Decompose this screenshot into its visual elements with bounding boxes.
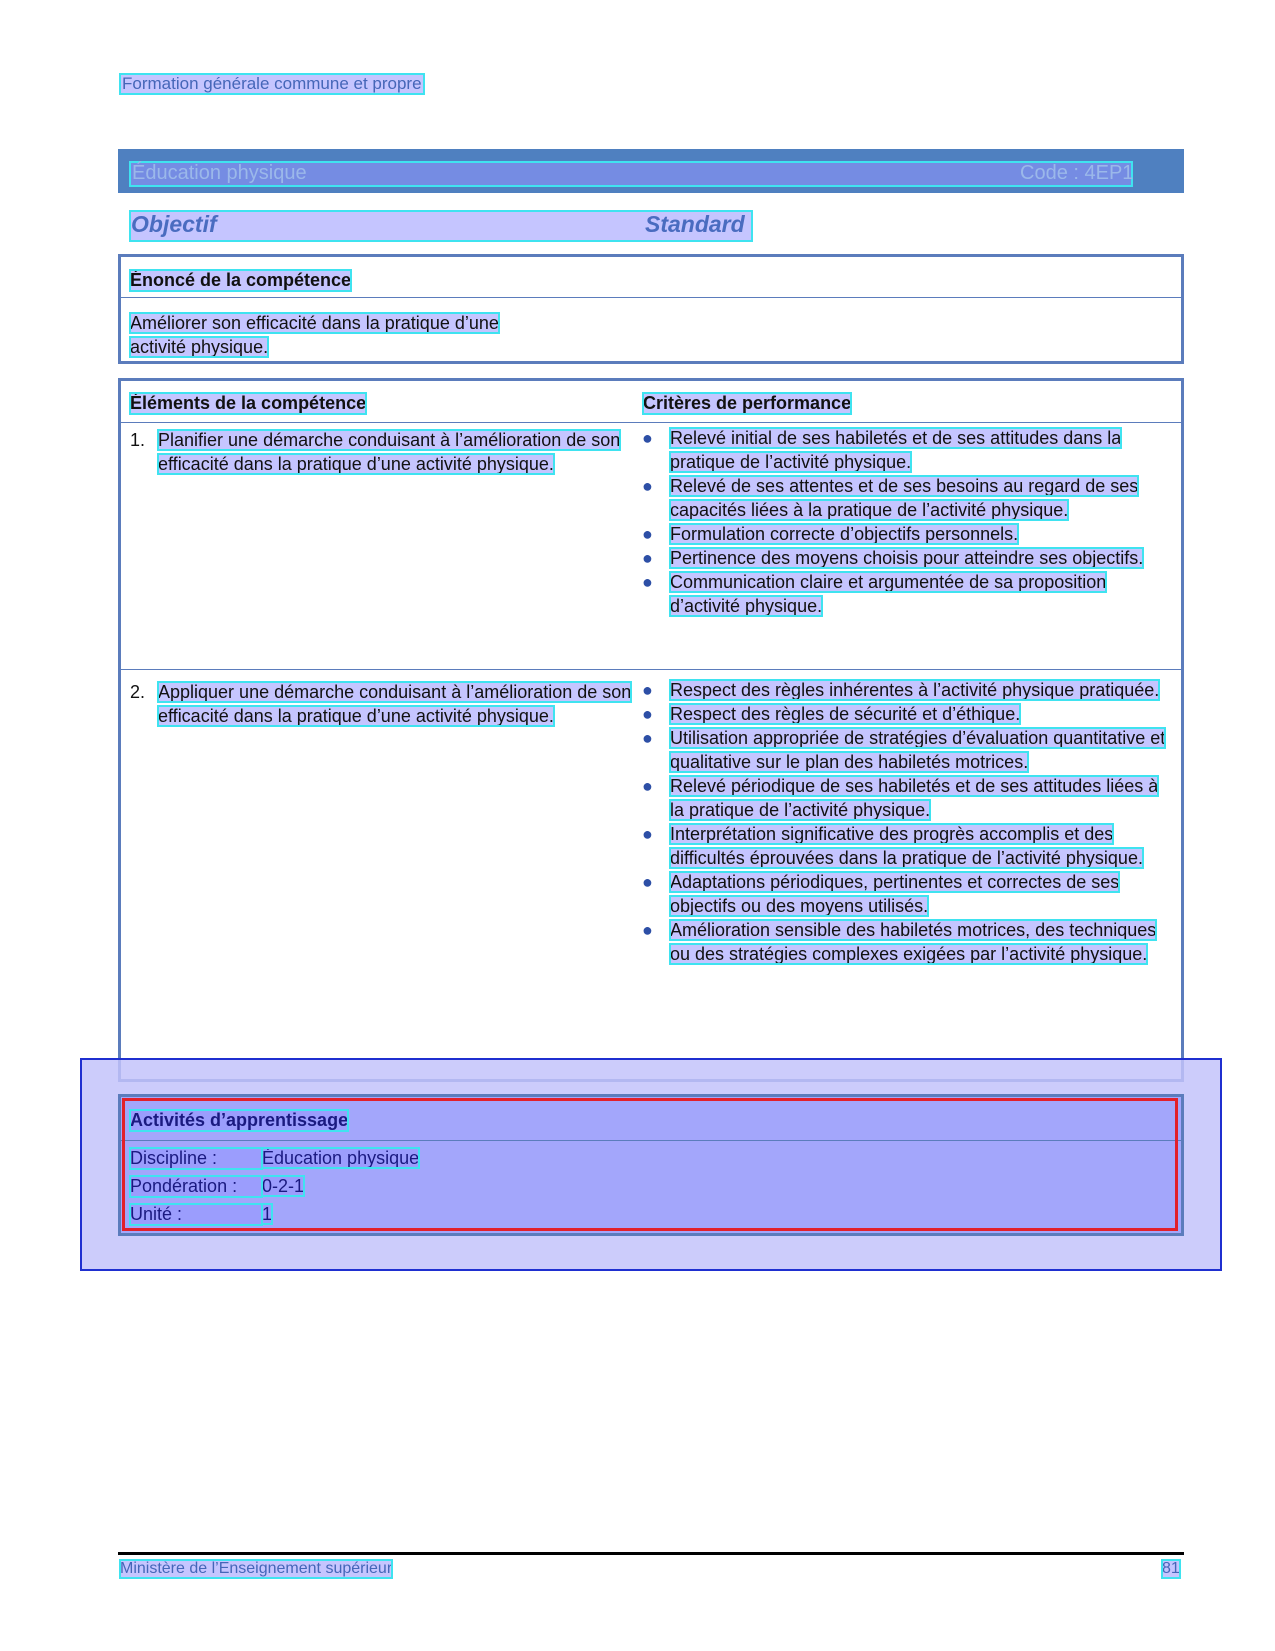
course-title: Éducation physique — [132, 162, 307, 184]
criterion-2-4: ● Relevé périodique de ses habiletés et de ses attitudes liées à la pratique de l’activité physique. — [642, 776, 1159, 820]
criterion-2-2: ● Respect des règles de sécurité et d’éthique. — [642, 704, 1021, 724]
element-1-text: Planifier une démarche conduisant à l’amélioration de son efficacité dans la pratique d’une activité physique. — [158, 430, 621, 474]
footer-rule — [118, 1552, 1184, 1555]
course-code: Code : 4EP1 — [1020, 162, 1134, 184]
running-header: Formation générale commune et propre — [122, 74, 422, 93]
objective-label: Objectif — [131, 211, 217, 237]
discipline-label: Discipline : — [130, 1148, 262, 1169]
criterion-2-6: ● Adaptations périodiques, pertinentes et correctes de ses objectifs ou des moyens utilisés. — [642, 872, 1120, 916]
unite-row — [130, 1204, 272, 1225]
criteria-heading: Critères de performance — [643, 393, 852, 413]
criterion-2-5: ● Interprétation significative des progrès accomplis et des difficultés éprouvées dans la pratique de l’activité physique. — [642, 824, 1143, 868]
footer-page-number: 81 — [1162, 1560, 1180, 1577]
bullet-icon: ● — [642, 572, 653, 592]
bullet-icon: ● — [642, 824, 653, 844]
criterion-2-3: ● Utilisation appropriée de stratégies d’évaluation quantitative et qualitative sur le plan des habiletés motrices. — [642, 728, 1166, 772]
element-2-number: 2. — [130, 682, 146, 702]
enonce-text: Améliorer son efficacité dans la pratique d’une activité physique. — [130, 313, 499, 357]
criteria-list-1 — [640, 426, 1170, 618]
bullet-icon: ● — [642, 704, 653, 724]
enonce-divider — [120, 297, 1182, 298]
ponderation-label: Pondération : — [130, 1176, 262, 1197]
unite-label: Unité : — [130, 1204, 262, 1225]
criterion-1-5: ● Communication claire et argumentée de sa proposition d’activité physique. — [642, 572, 1107, 616]
footer-ministry: Ministère de l’Enseignement supérieur — [120, 1560, 393, 1577]
criterion-1-1: ● Relevé initial de ses habiletés et de ses attitudes dans la pratique de l’activité physique. — [642, 428, 1122, 472]
discipline-row — [130, 1148, 419, 1169]
bullet-icon: ● — [642, 548, 653, 568]
criterion-1-4: ● Pertinence des moyens choisis pour atteindre ses objectifs. — [642, 548, 1144, 568]
element-2-text: Appliquer une démarche conduisant à l’amélioration de son efficacité dans la pratique d’une activité physique. — [158, 682, 632, 726]
bullet-icon: ● — [642, 776, 653, 796]
elements-heading: Éléments de la compétence — [130, 393, 367, 413]
activities-heading: Activités d’apprentissage — [130, 1110, 349, 1130]
bullet-icon: ● — [642, 428, 653, 448]
bullet-icon: ● — [642, 476, 653, 496]
elements-row-divider — [120, 669, 1182, 670]
bullet-icon: ● — [642, 680, 653, 700]
elements-header-divider — [120, 422, 1182, 423]
discipline-value: Éducation physique — [262, 1148, 420, 1168]
unite-value: 1 — [262, 1204, 273, 1224]
criterion-1-3: ● Formulation correcte d’objectifs personnels. — [642, 524, 1019, 544]
ponderation-row — [130, 1176, 304, 1197]
standard-label: Standard — [645, 211, 745, 237]
bullet-icon: ● — [642, 524, 653, 544]
element-1-number: 1. — [130, 430, 146, 450]
criteria-list-2 — [640, 678, 1170, 966]
ponderation-value: 0-2-1 — [262, 1176, 305, 1196]
criterion-2-7: ● Amélioration sensible des habiletés motrices, des techniques ou des stratégies complexes exigées par l’activité physique. — [642, 920, 1157, 964]
criterion-1-2: ● Relevé de ses attentes et de ses besoins au regard de ses capacités liées à la pratique de l’activité physique. — [642, 476, 1139, 520]
enonce-heading: Énoncé de la compétence — [130, 270, 352, 290]
criterion-2-1: ● Respect des règles inhérentes à l’activité physique pratiquée. — [642, 680, 1160, 700]
bullet-icon: ● — [642, 728, 653, 748]
bullet-icon: ● — [642, 920, 653, 940]
bullet-icon: ● — [642, 872, 653, 892]
